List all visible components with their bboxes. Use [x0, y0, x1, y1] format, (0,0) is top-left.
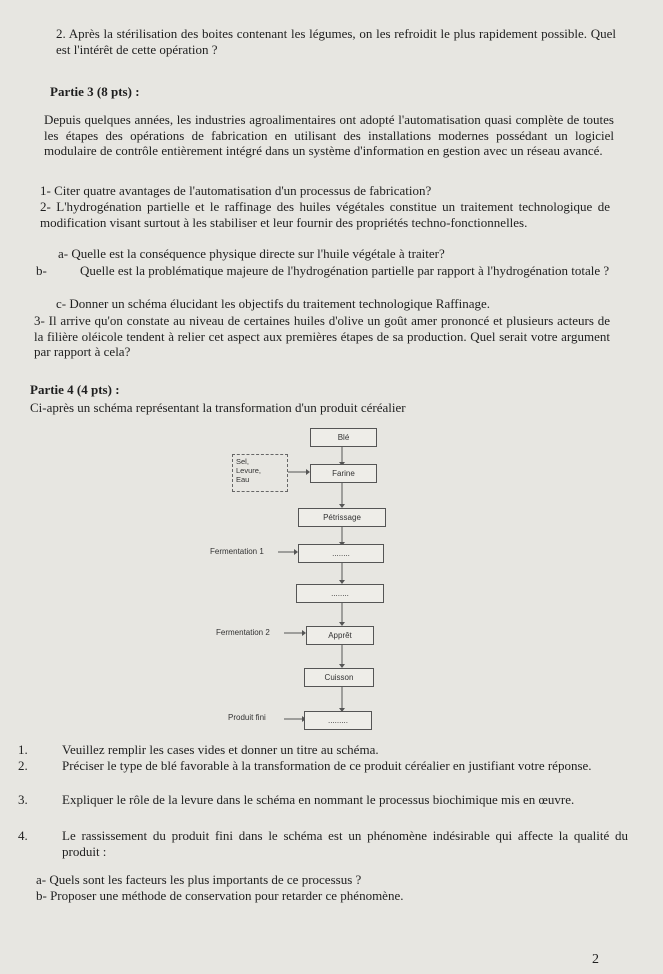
q1-text: Veuillez remplir les cases vides et donner un titre au schéma.	[62, 742, 379, 757]
q3-num: 3.	[18, 792, 28, 807]
q2b-text: Quelle est la problématique majeure de l'hydrogénation partielle par rapport à l'hydrogénation totale ?	[80, 263, 610, 278]
box-blank-2: ........	[296, 584, 384, 603]
part3-question-1: 1- Citer quatre avantages de l'automatisation d'un processus de fabrication?	[40, 183, 432, 198]
part3-question-2c	[56, 296, 608, 312]
part4-title: Partie 4 (4 pts) :	[30, 382, 120, 397]
q2a-label: a-	[58, 246, 69, 261]
q2a-text: Quelle est la conséquence physique directe sur l'huile végétale à traiter?	[71, 246, 445, 261]
additive-eau: Eau	[236, 475, 250, 484]
part3-question-2b	[36, 263, 632, 279]
part4-question-1	[18, 742, 628, 758]
q2-text: Préciser le type de blé favorable à la transformation de ce produit céréalier en justifiant votre réponse.	[62, 758, 592, 773]
q4-num: 4.	[18, 828, 28, 843]
part4-question-2	[18, 758, 628, 774]
page-number: 2	[592, 952, 599, 967]
q2c-text: Donner un schéma élucidant les objectifs du traitement technologique Raffinage.	[69, 296, 491, 311]
part4-question-4b: b- Proposer une méthode de conservation pour retarder ce phénomène.	[36, 888, 404, 903]
box-farine: Farine	[310, 464, 377, 483]
part4-question-4a: a- Quels sont les facteurs les plus importants de ce processus ?	[36, 872, 362, 887]
q2b-label: b-	[36, 263, 47, 278]
box-blank-1: ........	[298, 544, 384, 563]
part3-question-3: 3- Il arrive qu'on constate au niveau de certaines huiles d'olive un goût amer prononcé et plusieurs acteurs de la filière oléicole tendent à relier cet aspect aux premières étapes de sa production. Quel serait votre argument par rapport à cela?	[34, 313, 610, 359]
part4-question-3	[18, 792, 628, 808]
box-cuisson: Cuisson	[304, 668, 374, 687]
q3-text: Expliquer le rôle de la levure dans le schéma en nommant le processus biochimique mis en œuvre.	[62, 792, 575, 807]
q2-num: 2.	[18, 758, 28, 773]
part4-intro: Ci-après un schéma représentant la transformation d'un produit céréalier	[30, 400, 406, 415]
part4-question-4	[18, 828, 628, 859]
cereal-process-diagram	[180, 420, 420, 740]
box-appret: Apprêt	[306, 626, 374, 645]
part3-question-2a	[58, 246, 610, 262]
label-fermentation-2: Fermentation 2	[216, 628, 270, 637]
additive-sel: Sel,	[236, 457, 249, 466]
part3-question-2: 2- L'hydrogénation partielle et le raffinage des huiles végétales constitue un traitement technologique de modification visant surtout à les stabiliser et leur fournir des propriétés techno-fonctionnelles.	[40, 199, 610, 230]
q4-text: Le rassissement du produit fini dans le schéma est un phénomène indésirable qui affecte la qualité du produit :	[62, 828, 628, 859]
part3-intro: Depuis quelques années, les industries agroalimentaires ont adopté l'automatisation quasi complète de toutes les étapes des opérations de fabrication en utilisant des installations modernes possédant un logiciel modulaire de contrôle entièrement intégré dans un système d'information en gestion avec un réseau avancé.	[44, 112, 614, 158]
box-petrissage: Pétrissage	[298, 508, 386, 527]
box-blank-3: .........	[304, 711, 372, 730]
additives-box	[232, 454, 288, 492]
q1-num: 1.	[18, 742, 28, 757]
diagram-arrows	[180, 420, 420, 740]
part3-title: Partie 3 (8 pts) :	[50, 84, 140, 99]
label-produit-fini: Produit fini	[228, 713, 266, 722]
q2c-label: c-	[56, 296, 67, 311]
part2-question-2: 2. Après la stérilisation des boites contenant les légumes, on les refroidit le plus rapidement possible. Quel est l'intérêt de cette opération ?	[56, 26, 616, 57]
label-fermentation-1: Fermentation 1	[210, 547, 264, 556]
additive-levure: Levure,	[236, 466, 262, 475]
box-ble: Blé	[310, 428, 377, 447]
